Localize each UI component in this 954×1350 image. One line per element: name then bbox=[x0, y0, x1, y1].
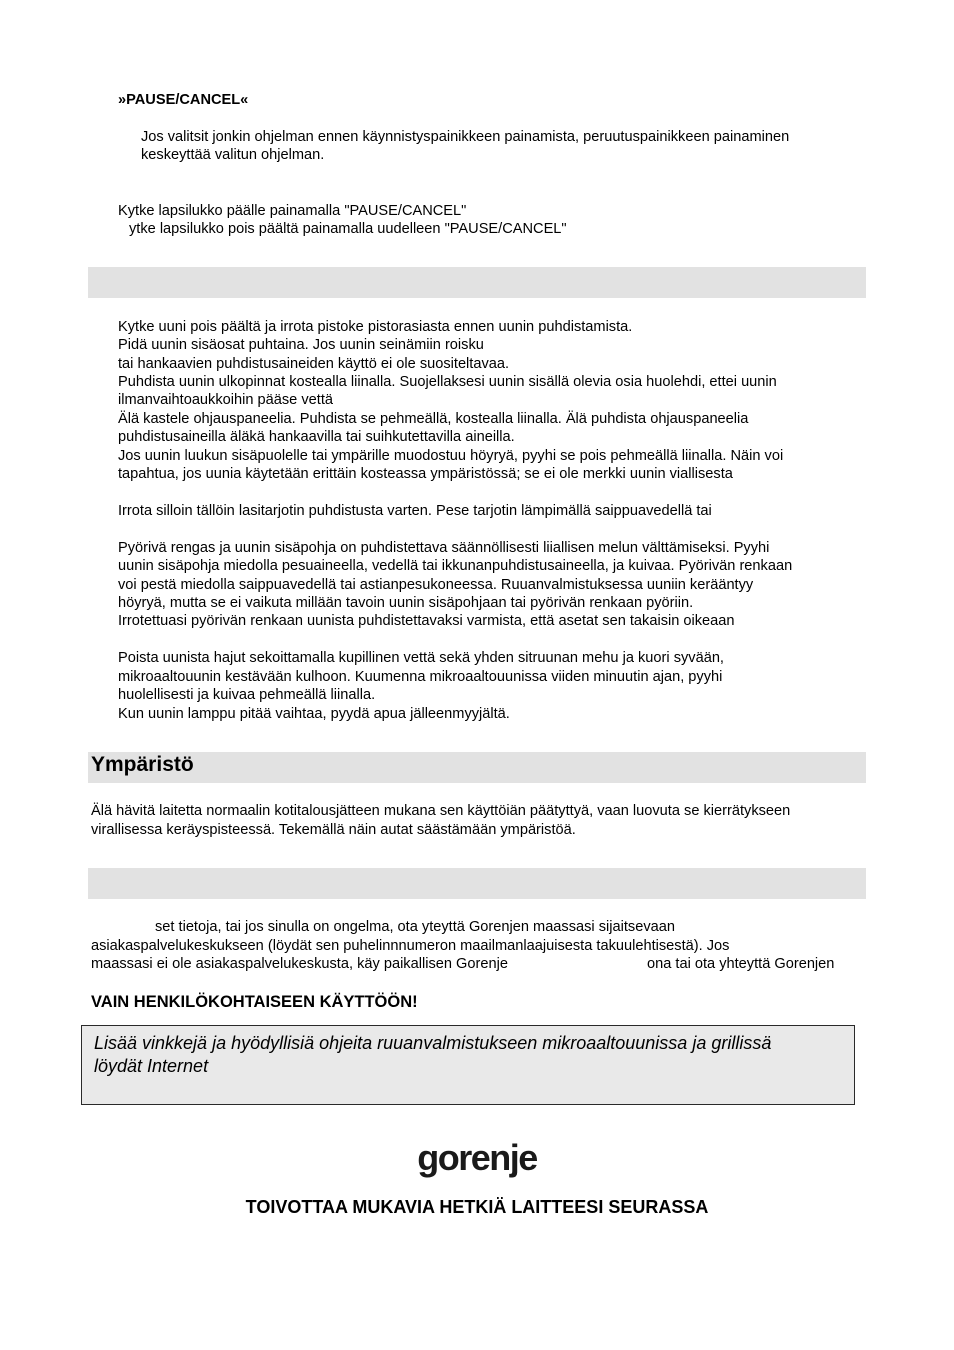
personal-use-heading: VAIN HENKILÖKOHTAISEEN KÄYTTÖÖN! bbox=[91, 993, 418, 1011]
lamp-line: Kun uunin lamppu pitää vaihtaa, pyydä apua jälleenmyyjältä. bbox=[118, 706, 510, 722]
cleaning-line-3: tai hankaavien puhdistusaineiden käyttö ei ole suositeltavaa. bbox=[118, 356, 510, 372]
cleaning-heading-bar bbox=[88, 267, 866, 298]
childlock-off-line: ytke lapsilukko pois päältä painamalla uudelleen "PAUSE/CANCEL" bbox=[129, 221, 567, 237]
cleaning-line-9: tapahtua, jos uunia käytetään erittäin kosteassa ympäristössä; se ei ole merkki uunin viallisesta bbox=[118, 466, 733, 482]
tip-line-2: löydät Internet bbox=[94, 1056, 209, 1076]
service-line-1: set tietoja, tai jos sinulla on ongelma, ota yteyttä Gorenjen maassasi sijaitsevaan bbox=[155, 919, 675, 935]
tip-line-1: Lisää vinkkejä ja hyödyllisiä ohjeita ruuanvalmistukseen mikroaaltouunissa ja grillissä bbox=[94, 1033, 772, 1053]
cleaning-line-7: puhdistusaineilla äläkä hankaavilla tai suihkutettavilla aineilla. bbox=[118, 429, 515, 445]
brand-slogan: TOIVOTTAA MUKAVIA HETKIÄ LAITTEESI SEURASSA bbox=[245, 1197, 709, 1217]
cleaning-line-2: Pidä uunin sisäosat puhtaina. Jos uunin seinämiin roisku bbox=[118, 337, 484, 353]
environment-line-1: Älä hävitä laitetta normaalin kotitalousjätteen mukana sen käyttöiän päätyttyä, vaan luovuta se kierrätykseen bbox=[91, 803, 791, 819]
cleaning-line-6: Älä kastele ohjauspaneelia. Puhdista se pehmeällä, kostealla liinalla. Älä puhdista ohjauspaneelia bbox=[118, 411, 749, 427]
tip-text bbox=[94, 1032, 771, 1078]
service-line-3b: ona tai ota yhteyttä Gorenjen bbox=[647, 956, 835, 972]
glass-tray-line: Irrota silloin tällöin lasitarjotin puhdistusta varten. Pese tarjotin lämpimällä saippuavedellä tai bbox=[118, 503, 712, 519]
ring-line-4: höyryä, mutta se ei vaikuta millään tavoin uunin sisäpohjaan tai pyörivän renkaan pyöriin. bbox=[118, 595, 694, 611]
service-line-2: asiakaspalvelukeskukseen (löydät sen puhelinnnumeron maailmanlaajuisesta takuulehtisestä). Jos bbox=[91, 938, 730, 954]
cleaning-line-8: Jos uunin luukun sisäpuolelle tai ympärille muodostuu höyryä, pyyhi se pois pehmeällä liinalla. Näin voi bbox=[118, 448, 784, 464]
cleaning-line-5: ilmanvaihtoaukkoihin pääse vettä bbox=[118, 392, 333, 408]
ring-line-1: Pyörivä rengas ja uunin sisäpohja on puhdistettava säännöllisesti liiallisen melun välttämiseksi. Pyyhi bbox=[118, 540, 770, 556]
environment-line-2: virallisessa keräyspisteessä. Tekemällä näin autat säästämään ympäristöä. bbox=[91, 822, 576, 838]
childlock-on-line: Kytke lapsilukko päälle painamalla "PAUSE/CANCEL" bbox=[118, 203, 467, 219]
service-line-3a: maassasi ei ole asiakaspalvelukeskusta, käy paikallisen Gorenje bbox=[91, 956, 508, 972]
ring-line-2: uunin sisäpohja miedolla pesuaineella, vedellä tai ikkunanpuhdistusaineella, ja kuivaa. Pyörivän renkaan bbox=[118, 558, 793, 574]
odor-line-2: mikroaaltouunin kestävään kulhoon. Kuumenna mikroaaltouunissa viiden minuutin ajan, pyyhi bbox=[118, 669, 723, 685]
cleaning-line-1: Kytke uuni pois päältä ja irrota pistoke pistorasiasta ennen uunin puhdistamista. bbox=[118, 319, 633, 335]
service-heading-bar bbox=[88, 868, 866, 899]
ring-line-3: voi pestä miedolla saippuavedellä tai astianpesukoneessa. Ruuanvalmistuksessa uuniin kerääntyy bbox=[118, 577, 754, 593]
environment-heading: Ympäristö bbox=[91, 753, 194, 776]
gorenje-logo: gorenje bbox=[417, 1137, 537, 1178]
cleaning-line-4: Puhdista uunin ulkopinnat kostealla liinalla. Suojellaksesi uunin sisällä olevia osia huolehdi, ettei uunin bbox=[118, 374, 777, 390]
pause-cancel-title: »PAUSE/CANCEL« bbox=[118, 92, 249, 108]
pause-text-line-1: Jos valitsit jonkin ohjelman ennen käynnistyspainikkeen painamista, peruutuspainikkeen painaminen bbox=[141, 129, 790, 145]
pause-text-line-2: keskeyttää valitun ohjelman. bbox=[141, 147, 325, 163]
tip-box bbox=[81, 1025, 855, 1105]
environment-heading-bar bbox=[88, 752, 866, 783]
odor-line-1: Poista uunista hajut sekoittamalla kupillinen vettä sekä yhden sitruunan mehu ja kuori syvään, bbox=[118, 650, 724, 666]
odor-line-3: huolellisesti ja kuivaa pehmeällä liinalla. bbox=[118, 687, 376, 703]
ring-line-5: Irrotettuasi pyörivän renkaan uunista puhdistettavaksi varmista, että asetat sen takaisin oikeaan bbox=[118, 613, 735, 629]
